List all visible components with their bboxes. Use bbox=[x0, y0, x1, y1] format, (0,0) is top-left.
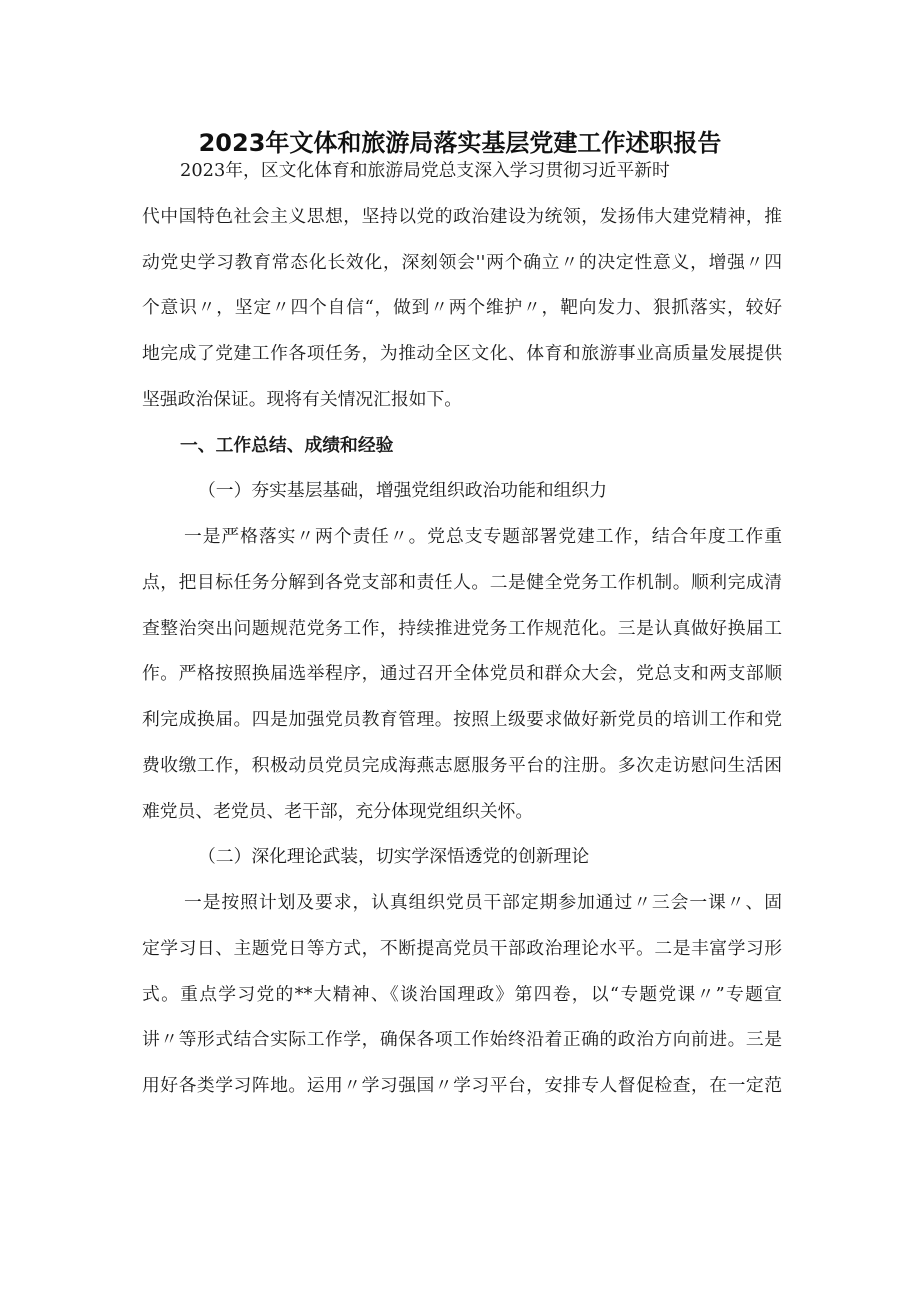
subsection-heading: （二）深化理论武装，切实学深悟透党的创新理论 bbox=[198, 846, 590, 867]
paragraph-line: 用好各类学习阵地。运用〃学习强国〃学习平台，安排专人督促检查，在一定范 bbox=[142, 1075, 782, 1096]
paragraph-line: 式。重点学习党的**大精神、《谈治国理政》第四卷，以“专题党课〃”专题宣 bbox=[142, 984, 782, 1005]
paragraph-line: 费收缴工作，积极动员党员完成海燕志愿服务平台的注册。多次走访慰问生活困 bbox=[142, 755, 782, 776]
paragraph-line: 定学习日、主题党日等方式，不断提高党员干部政治理论水平。二是丰富学习形 bbox=[142, 938, 782, 959]
paragraph-line: 讲〃等形式结合实际工作学，确保各项工作始终沿着正确的政治方向前进。三是 bbox=[142, 1029, 782, 1050]
paragraph-line: 坚强政治保证。现将有关情况汇报如下。 bbox=[142, 389, 463, 410]
section-heading: 一、工作总结、成绩和经验 bbox=[180, 435, 394, 456]
document-title: 2023年文体和旅游局落实基层党建工作述职报告 bbox=[198, 129, 722, 157]
paragraph-line: 地完成了党建工作各项任务，为推动全区文化、体育和旅游事业高质量发展提供 bbox=[142, 343, 782, 364]
paragraph-line: 难党员、老党员、老干部，充分体现党组织关怀。 bbox=[142, 801, 534, 822]
paragraph-line: 查整治突出问题规范党务工作，持续推进党务工作规范化。三是认真做好换届工 bbox=[142, 618, 782, 639]
paragraph-line: 点，把目标任务分解到各党支部和责任人。二是健全党务工作机制。顺利完成清 bbox=[142, 572, 782, 593]
paragraph-line: 动党史学习教育常态化长效化，深刻领会''两个确立〃的决定性意义，增强〃四 bbox=[142, 252, 782, 273]
paragraph-line: 代中国特色社会主义思想，坚持以党的政治建设为统领，发扬伟大建党精神，推 bbox=[142, 206, 782, 227]
subsection-heading: （一）夯实基层基础，增强党组织政治功能和组织力 bbox=[198, 480, 607, 501]
paragraph-line: 一是按照计划及要求，认真组织党员干部定期参加通过〃三会一课〃、固 bbox=[184, 892, 782, 913]
paragraph-line: 一是严格落实〃两个责任〃。党总支专题部署党建工作，结合年度工作重 bbox=[184, 526, 782, 547]
paragraph-line: 2023年，区文化体育和旅游局党总支深入学习贯彻习近平新时 bbox=[180, 160, 670, 181]
paragraph-line: 作。严格按照换届选举程序，通过召开全体党员和群众大会，党总支和两支部顺 bbox=[142, 663, 782, 684]
paragraph-line: 利完成换届。四是加强党员教育管理。按照上级要求做好新党员的培训工作和党 bbox=[142, 709, 782, 730]
paragraph-line: 个意识〃，坚定〃四个自信“，做到〃两个维护〃，靶向发力、狠抓落实，较好 bbox=[142, 297, 782, 318]
